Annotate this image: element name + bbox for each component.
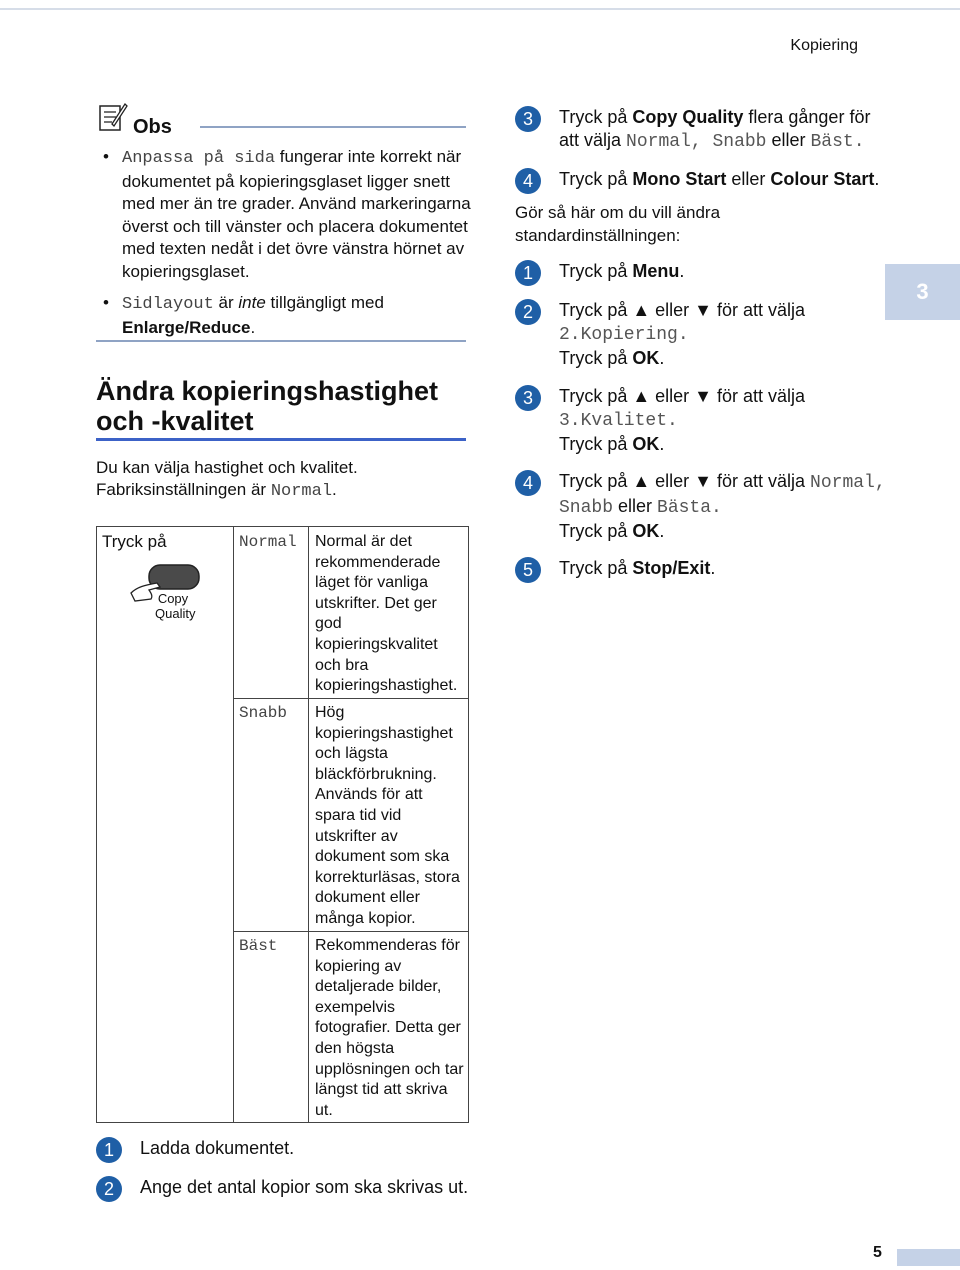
table-divider [234,931,468,932]
running-header: Kopiering [790,37,858,54]
option-snabb: Snabb [239,704,288,722]
instruction-paragraph: Gör så här om du vill ändra standardinställningen: [515,203,721,245]
step-text-part: Tryck på [559,434,633,454]
step-code: 3.Kvalitet [559,411,668,431]
step-code-line [559,408,805,433]
section-heading: Ändra kopieringshastighet och -kvalitet [96,376,439,436]
intro-code: Normal [270,482,333,501]
note-text: fungerar inte korrekt när dokumentet på kopieringsglaset ligger snett med mer än tre grader. Använd markeringarna överst och till vänster och placera dokumentet med texten nedåt i det övre vänstra hörnet av kopieringsglaset. [122,147,471,281]
note-item [103,292,473,339]
intro-text: Fabriksinställningen är [96,480,271,499]
step-item [515,557,715,583]
step-code: Bäst [810,132,854,152]
step-code: . [667,411,678,431]
step-code: . [853,132,865,152]
note-code: Anpassa på sida [122,149,276,168]
step-item [515,385,805,456]
step-number: 1 [96,1137,122,1163]
option-bast: Bäst [239,937,278,955]
step-ok-line [559,520,886,543]
note-text: är [213,293,239,312]
step-ok-line [559,433,805,456]
option-normal: Normal [239,533,297,551]
step-bold: Mono Start [632,169,727,189]
step-text-part: . [659,348,665,368]
step-code-line [559,322,805,347]
step-text-part: Tryck på ▲ eller ▼ för att välja [559,300,806,320]
bullet-icon: • [103,147,109,166]
step-text [559,385,805,456]
step-line [559,470,886,495]
step-code: 2.Kopiering [559,325,678,345]
note-item [103,146,473,283]
note-pencil-icon [98,100,128,132]
step-text-part: Tryck på ▲ eller ▼ för att välja [559,471,811,491]
step-text [559,106,895,154]
step-text [559,168,879,191]
step-text [559,260,684,283]
step-number: 3 [515,106,541,132]
step-bold: Copy Quality [632,107,744,127]
step-text-part: Tryck på [559,558,633,578]
step-bold: Stop/Exit [632,558,711,578]
page-number-bar [897,1249,960,1266]
step-line [559,495,886,520]
note-emphasis: inte [238,293,266,312]
step-item [515,260,684,286]
note-rule [200,126,466,128]
step-item [96,1137,294,1163]
step-code: Normal [626,132,691,152]
option-desc: Hög kopieringshastighet och lägsta bläckförbrukning. Används för att spara tid vid utskrifter av dokument som ska korrekturläsas, stora dokument eller många kopior. [315,704,460,927]
button-label-line: Copy [157,591,189,606]
step-bold: Menu [632,261,680,281]
page-number: 5 [873,1244,882,1261]
step-text-part: Tryck på [559,107,633,127]
intro-line [96,479,466,503]
note-bottom-rule [96,340,466,342]
step-code: . [677,325,689,345]
step-ok-line [559,347,805,370]
step-code: , [874,473,886,493]
step-text [559,299,805,370]
option-desc: Rekommenderas för kopiering av detaljerade bilder, exempelvis fotografier. Detta ger den högsta upplösningen och tar längst tid att skriva ut. [315,937,464,1119]
step-code: Bästa [657,498,712,518]
note-text: tillgängligt med [265,293,384,312]
step-bold: OK [632,521,660,541]
step-text-part: eller [766,130,811,150]
heading-rule [96,438,466,441]
step-number: 4 [515,168,541,194]
note-bold: Enlarge/Reduce [122,317,251,337]
step-number: 2 [515,299,541,325]
step-text: Ange det antal kopior som ska skrivas ut. [140,1177,469,1197]
step-text: Ladda dokumentet. [140,1138,295,1158]
intro-text: . [332,480,337,499]
button-label-line: Quality [155,606,196,621]
step-code: . [711,498,722,518]
step-text-part: . [710,558,716,578]
note-title: Obs [133,116,172,138]
step-text-part: Tryck på ▲ eller ▼ för att välja [559,386,806,406]
step-item [515,106,895,154]
step-text [559,557,715,580]
step-item [515,470,886,543]
step-number: 4 [515,470,541,496]
step-text-part: Tryck på [559,521,633,541]
step-text-part: Tryck på [559,348,633,368]
note-text: . [250,317,256,337]
quality-table [96,526,469,1123]
step-text-part: Tryck på [559,261,633,281]
table-divider [234,698,468,699]
step-text-part: Tryck på [559,169,633,189]
step-text-part: . [874,169,880,189]
step-bold: OK [632,434,660,454]
step-item [515,299,805,370]
step-number: 5 [515,557,541,583]
table-divider [233,527,234,1122]
step-text-part: flera gånger för att välja [559,107,871,150]
bullet-icon: • [103,293,109,312]
step-code: Snabb [559,498,614,518]
note-list [103,146,473,348]
step-number: 1 [515,260,541,286]
option-desc: Normal är det rekommenderade läget för vanliga utskrifter. Det ger god kopieringskvalitet och bra kopieringshastighet. [315,533,458,695]
step-text-part: . [659,434,665,454]
chapter-tab: 3 [885,264,960,320]
intro-line: Du kan välja hastighet och kvalitet. [96,458,358,477]
top-rule [0,8,960,10]
step-bold: OK [632,348,660,368]
step-code: Snabb [712,132,767,152]
step-text-part: eller [613,496,658,516]
step-text [559,470,886,543]
table-lead: Tryck på [102,532,167,551]
table-divider [308,527,309,1122]
step-item [96,1176,468,1202]
step-text-part: . [679,261,685,281]
step-number: 2 [96,1176,122,1202]
note-code: Sidlayout [122,295,214,314]
step-text-part: eller [726,169,771,189]
step-bold: Colour Start [770,169,875,189]
step-code: Normal [810,473,875,493]
copy-quality-label [155,591,196,621]
section-intro [96,457,466,503]
step-code: , [690,132,713,152]
step-number: 3 [515,385,541,411]
step-item [515,168,915,194]
step-text-part: . [659,521,665,541]
